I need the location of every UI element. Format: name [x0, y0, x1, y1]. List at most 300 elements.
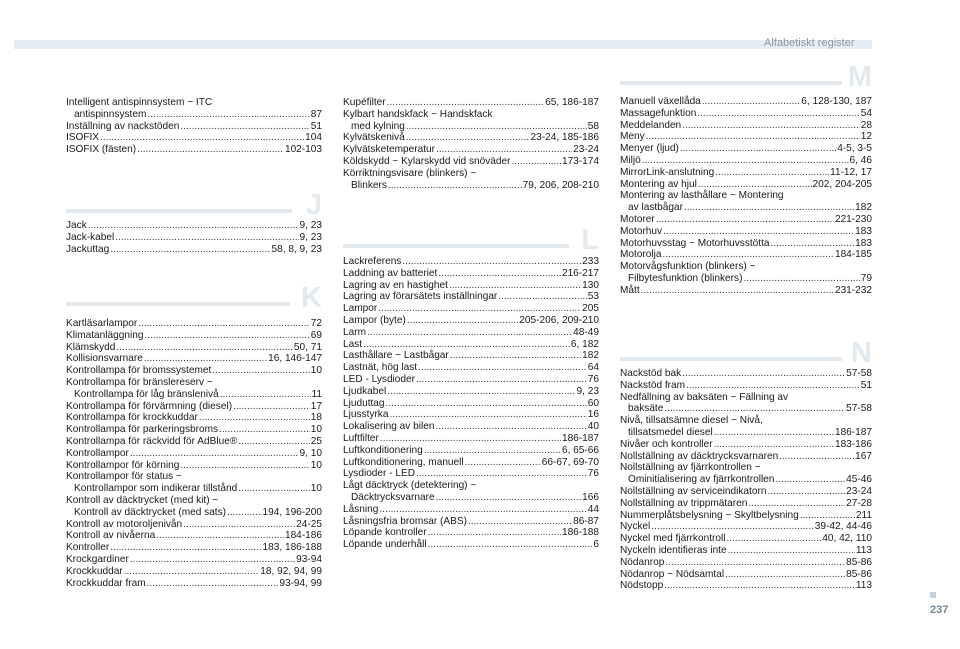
index-term: Nivåer och kontroller: [620, 438, 713, 450]
dot-leader: [147, 109, 309, 121]
index-entry: [66, 109, 322, 121]
index-entry: [620, 120, 872, 132]
index-term: Ljudkabel: [343, 385, 387, 397]
dot-leader: [680, 143, 836, 155]
index-page-ref: 104: [305, 132, 322, 144]
index-term: Nackstöd fram: [620, 379, 686, 391]
index-page-ref: 18: [310, 412, 322, 424]
dot-leader: [115, 232, 298, 244]
index-term: MirrorLink-anslutning: [620, 166, 715, 178]
index-term: Kontroll av nivåerna: [66, 530, 156, 542]
index-term: Lampor (byte): [343, 314, 406, 326]
index-term: Nivå, tillsatsämne diesel ~ Nivå,: [620, 415, 763, 427]
dot-leader: [367, 327, 572, 339]
index-term: Löpande underhåll: [343, 539, 427, 551]
dot-leader: [180, 121, 309, 133]
index-page-ref: 11-12, 17: [830, 166, 872, 178]
index-term: Meny: [620, 131, 645, 143]
index-page-ref: 23-24: [573, 144, 599, 156]
index-term: Klimatanläggning: [66, 329, 144, 341]
index-entry: [343, 256, 599, 268]
section-bar: [343, 244, 569, 248]
index-page-ref: 6: [593, 539, 599, 551]
index-term: Kylbart handskfack ~ Handskfack: [343, 108, 493, 120]
index-page-ref: 40: [587, 421, 599, 433]
index-entry: [343, 315, 599, 327]
index-entry: [620, 261, 872, 273]
index-page-ref: 9, 10: [299, 447, 322, 459]
index-term: Nollställning av serviceindikatorn: [620, 485, 767, 497]
dot-leader: [800, 510, 855, 522]
dot-leader: [100, 132, 304, 144]
index-term: Nyckel med fjärrkontroll: [620, 533, 726, 545]
index-entry: [343, 433, 599, 445]
section-m-heading: [620, 61, 872, 93]
dot-leader: [388, 180, 522, 192]
index-term: Lastnät, hög last: [343, 362, 418, 374]
index-page-ref: 44: [587, 503, 599, 515]
index-page-ref: 9, 23: [299, 220, 322, 231]
index-entry: [343, 398, 599, 410]
index-term: Lågt däcktryck (detektering) ~: [343, 480, 477, 492]
index-term: Kontroll av däcktrycket (med kit) ~: [66, 494, 219, 506]
index-page-ref: 182: [582, 350, 599, 362]
index-term: Motorhuvsstag ~ Motorhuvsstötta: [620, 237, 770, 249]
dot-leader: [714, 439, 834, 451]
index-entry: [620, 155, 872, 167]
index-entry: [620, 403, 872, 415]
index-page-ref: 113: [855, 580, 872, 592]
dot-leader: [436, 144, 572, 156]
index-entry: [620, 415, 872, 427]
dot-leader: [180, 460, 309, 472]
index-page-ref: 183: [855, 237, 872, 249]
section-letter-n: N: [851, 337, 872, 369]
index-entry: [620, 580, 872, 592]
dot-leader: [219, 424, 310, 436]
index-page-ref: 10: [310, 483, 322, 495]
index-term: Lackreferens: [343, 256, 402, 267]
index-page-ref: 6, 46: [849, 154, 872, 166]
dot-leader: [715, 167, 829, 179]
index-term: Köldskydd ~ Kylarskydd vid snöväder: [343, 155, 511, 167]
index-term: Inställning av nackstöden: [66, 120, 180, 132]
dot-leader: [387, 97, 544, 109]
dot-leader: [686, 380, 860, 392]
dot-leader: [646, 131, 860, 143]
index-page-ref: 17: [310, 400, 322, 412]
index-entry: [343, 504, 599, 516]
section-letter-l: L: [581, 224, 599, 256]
index-term: Lampor: [343, 303, 378, 315]
index-term: LED - Lysdioder: [343, 373, 415, 385]
dot-leader: [137, 144, 284, 156]
index-entry: [620, 462, 872, 474]
index-page-ref: 58, 8, 9, 23: [271, 243, 322, 255]
index-entry: [620, 167, 872, 179]
dot-leader: [233, 401, 310, 413]
index-page-ref: 64: [587, 362, 599, 374]
header-strip: [14, 40, 872, 49]
index-page-ref: 221-230: [834, 213, 872, 225]
index-entry: [343, 421, 599, 433]
index-page-ref: 66-67, 69-70: [541, 456, 599, 468]
index-entry: [66, 401, 322, 413]
index-term: Kontrollampa för bromssystemet: [66, 365, 212, 377]
index-page-ref: 233: [582, 256, 599, 267]
dot-leader: [511, 156, 560, 168]
index-term: Nollställning av fjärrkontrollen ~: [620, 462, 761, 474]
dot-leader: [389, 409, 586, 421]
index-entry: [343, 527, 599, 539]
index-term: Klämskydd: [66, 341, 116, 353]
index-entry: [620, 427, 872, 439]
index-page-ref: 53: [587, 291, 599, 303]
index-term: Krockkuddar fram: [66, 577, 146, 589]
index-page-ref: 25: [310, 435, 322, 447]
index-entry: [620, 273, 872, 285]
index-term: Nedfällning av baksäten ~ Fällning av: [620, 391, 789, 403]
index-page-ref: 113: [855, 544, 872, 556]
index-term: Lagring av förarsätets inställningar: [343, 291, 498, 303]
dot-leader: [227, 507, 261, 519]
index-page-ref: 231-232: [834, 284, 872, 296]
section-n-heading: [620, 337, 872, 369]
index-page-ref: 184-185: [834, 249, 872, 261]
index-term: Kontrollampa för bränslereserv ~: [66, 376, 213, 388]
dot-leader: [363, 339, 570, 351]
dot-leader: [468, 516, 572, 528]
dot-leader: [156, 530, 284, 542]
index-page-ref: 184-186: [284, 530, 322, 542]
index-term: Lasthållare ~ Lastbågar: [343, 350, 449, 362]
index-page-ref: 51: [310, 120, 322, 132]
index-page-ref: 211: [855, 509, 872, 521]
index-term: Kartläsarlampor: [66, 318, 138, 329]
index-term: Nödanrop ~ Nödsamtal: [620, 568, 725, 580]
index-term: Löpande kontroller: [343, 527, 427, 539]
section-bar: [66, 302, 290, 306]
dot-leader: [88, 220, 299, 232]
index-page-ref: 76: [587, 373, 599, 385]
dot-leader: [380, 433, 561, 445]
dot-leader: [138, 318, 310, 330]
dot-leader: [726, 533, 821, 545]
index-entry: [343, 156, 599, 168]
index-entry: [620, 96, 872, 108]
index-term: baksäte: [628, 403, 664, 415]
index-page-ref: 54: [860, 107, 872, 119]
index-term: Kontroll av motoroljenivån: [66, 518, 183, 530]
index-list-n: [620, 368, 872, 592]
index-entry: [343, 539, 599, 551]
dot-leader: [130, 554, 295, 566]
index-page-ref: 79, 206, 208-210: [522, 179, 599, 191]
index-page-ref: 72: [310, 318, 322, 329]
dot-leader: [663, 249, 834, 261]
index-entry: [66, 144, 322, 156]
index-entry: [620, 392, 872, 404]
index-page-ref: 12: [860, 131, 872, 143]
dot-leader: [406, 132, 530, 144]
index-entry: [66, 353, 322, 365]
dot-leader: [402, 256, 581, 268]
index-page-ref: 79: [860, 272, 872, 284]
dot-leader: [147, 578, 279, 590]
index-page-ref: 57-58: [846, 403, 872, 415]
index-entry: [343, 168, 599, 180]
index-page-ref: 23-24, 185-186: [530, 132, 599, 144]
index-term: ISOFIX: [66, 132, 100, 144]
dot-leader: [682, 120, 860, 132]
index-page-ref: 183-186: [834, 438, 872, 450]
index-term: Nollställning av trippmätaren: [620, 497, 748, 509]
index-page-ref: 57-58: [846, 368, 872, 379]
index-term: Nackstöd bak: [620, 368, 682, 379]
index-page-ref: 93-94: [296, 553, 322, 565]
index-entry: [620, 569, 872, 581]
dot-leader: [748, 498, 845, 510]
page-header: [0, 0, 960, 62]
dot-leader: [116, 342, 293, 354]
index-term: Lagring av en hastighet: [343, 279, 448, 291]
dot-leader: [438, 268, 561, 280]
index-term: Luftkonditionering, manuell: [343, 456, 464, 468]
index-term: ISOFIX (fästen): [66, 144, 137, 156]
index-entry: [66, 519, 322, 531]
dot-leader: [436, 492, 582, 504]
index-term: Krockgardiner: [66, 553, 129, 565]
index-term: Ljuduttag: [343, 397, 385, 409]
index-term: Montering av hjul: [620, 178, 697, 190]
index-term: Nyckeln identifieras inte: [620, 544, 727, 556]
dot-leader: [498, 291, 586, 303]
index-entry: [343, 445, 599, 457]
index-term: Kollisionsvarnare: [66, 353, 143, 365]
index-term: Blinkers: [351, 179, 387, 191]
index-term: Kylvätsketemperatur: [343, 144, 436, 156]
dot-leader: [387, 386, 575, 398]
index-entry: [66, 507, 322, 519]
index-page-ref: 9, 23: [576, 385, 599, 397]
dot-leader: [378, 303, 581, 315]
index-term: Jack-kabel: [66, 231, 115, 243]
index-term: Nyckel: [620, 521, 651, 533]
index-page-ref: 40, 42, 110: [822, 533, 872, 545]
index-page-ref: 10: [310, 459, 322, 471]
dot-leader: [220, 389, 311, 401]
index-entry: [66, 424, 322, 436]
index-term: av lastbågar: [628, 202, 683, 214]
dot-leader: [725, 569, 845, 581]
dot-leader: [449, 280, 581, 292]
index-term: Kupéfilter: [343, 97, 386, 108]
index-entry: [343, 97, 599, 109]
index-page-ref: 48-49: [573, 326, 599, 338]
index-page-ref: 186-188: [561, 527, 599, 539]
index-entry: [343, 291, 599, 303]
index-page-ref: 86-87: [573, 515, 599, 527]
dot-leader: [450, 350, 581, 362]
index-entry: [620, 474, 872, 486]
index-page-ref: 16: [587, 409, 599, 421]
index-entry: [620, 285, 872, 297]
index-page-ref: 183, 186-188: [262, 542, 322, 554]
index-term: Jackuttag: [66, 243, 110, 255]
index-entry: [620, 368, 872, 380]
dot-leader: [663, 226, 854, 238]
index-page-ref: 194, 196-200: [262, 506, 322, 518]
index-page-ref: 216-217: [561, 267, 599, 279]
index-entry: [620, 214, 872, 226]
index-entry: [620, 545, 872, 557]
index-page-ref: 28: [860, 119, 872, 131]
index-page-ref: 202, 204-205: [812, 178, 872, 190]
dot-leader: [238, 436, 310, 448]
index-page-ref: 186-187: [561, 432, 599, 444]
index-term: Låsningsfria bromsar (ABS): [343, 515, 467, 527]
dot-leader: [714, 427, 834, 439]
index-term: Kontrollampa för låg bränslenivå: [74, 388, 219, 400]
index-entry: [343, 144, 599, 156]
index-page-ref: 50, 71: [293, 341, 322, 353]
index-term: Lokalisering av bilen: [343, 421, 435, 433]
index-list-m: [620, 96, 872, 297]
index-term: Luftkonditionering: [343, 444, 423, 456]
index-entry: [343, 339, 599, 351]
index-term: Motorhuv: [620, 225, 663, 237]
index-page-ref: 183: [855, 225, 872, 237]
index-page-ref: 23-24: [846, 485, 872, 497]
index-entry: [66, 342, 322, 354]
index-term: Nummerplåtsbelysning ~ Skyltbelysning: [620, 509, 799, 521]
index-term: Intelligent antispinnsystem ~ ITC: [66, 97, 213, 108]
index-entry: [66, 97, 322, 109]
index-term: Meddelanden: [620, 119, 682, 131]
index-entry: [343, 121, 599, 133]
dot-leader: [684, 202, 854, 214]
index-page-ref: 69: [310, 329, 322, 341]
index-term: Däcktrycksvarnare: [351, 491, 435, 503]
index-entry: [66, 389, 322, 401]
index-entry: [620, 380, 872, 392]
index-entry: [620, 249, 872, 261]
dot-leader: [664, 580, 855, 592]
index-entry: [620, 131, 872, 143]
dot-leader: [641, 285, 834, 297]
index-page-ref: 6, 65-66: [561, 444, 599, 456]
dot-leader: [697, 108, 859, 120]
index-page-ref: 85-86: [846, 556, 872, 568]
index-entry: [66, 554, 322, 566]
index-page-ref: 85-86: [846, 568, 872, 580]
dot-leader: [416, 374, 587, 386]
index-page-ref: 76: [587, 468, 599, 480]
index-entry: [343, 132, 599, 144]
index-entry: [620, 451, 872, 463]
index-term: Kontroll av däcktrycket (med sats): [74, 506, 227, 518]
index-page-ref: 4-5, 3-5: [837, 143, 872, 155]
index-term: Kontrollampa för förvärmning (diesel): [66, 400, 233, 412]
index-entry: [343, 492, 599, 504]
index-term: Nödanrop: [620, 556, 665, 568]
dot-leader: [682, 368, 845, 380]
index-entry: [343, 327, 599, 339]
index-term: Kontrollampa för räckvidd för AdBlue®: [66, 435, 238, 447]
index-page-ref: 173-174: [561, 155, 599, 167]
section-letter-j: J: [305, 189, 322, 221]
index-entry: [66, 330, 322, 342]
dot-leader: [767, 486, 845, 498]
index-term: Kontrollampor för status ~: [66, 471, 182, 483]
index-page-ref: 93-94, 99: [279, 577, 322, 589]
dot-leader: [642, 155, 849, 167]
dot-leader: [665, 557, 845, 569]
index-entry: [620, 226, 872, 238]
corner-marker: [930, 592, 936, 598]
section-bar: [66, 209, 292, 213]
index-entry: [66, 132, 322, 144]
page-number: 237: [930, 604, 949, 616]
dot-leader: [651, 521, 813, 533]
index-entry: [343, 468, 599, 480]
index-term: Kontrollampor: [66, 447, 129, 459]
section-bar: [620, 81, 842, 85]
index-entry: [66, 495, 322, 507]
section-k-heading: [66, 282, 322, 314]
index-term: Miljö: [620, 154, 641, 166]
index-page-ref: 11: [311, 388, 322, 400]
index-entry: [620, 190, 872, 202]
index-entry: [620, 179, 872, 191]
section-letter-k: K: [301, 282, 322, 314]
dot-leader: [144, 353, 267, 365]
index-page-ref: 205-206, 209-210: [519, 314, 599, 326]
index-entry: [343, 480, 599, 492]
index-entry: [66, 232, 322, 244]
index-entry: [620, 202, 872, 214]
index-entry: [343, 516, 599, 528]
dot-leader: [698, 179, 812, 191]
index-entry: [66, 121, 322, 133]
dot-leader: [664, 403, 845, 415]
index-term: Nödstopp: [620, 580, 664, 592]
index-term: Motorvågsfunktion (blinkers) ~: [620, 261, 756, 273]
index-term: antispinnsystem: [74, 108, 147, 120]
dot-leader: [379, 504, 586, 516]
index-page-ref: 60: [587, 397, 599, 409]
index-entry: [66, 566, 322, 578]
index-term: Laddning av batteriet: [343, 267, 438, 279]
index-term: Ljusstyrka: [343, 409, 389, 421]
index-term: Körriktningsvisare (blinkers) ~: [343, 167, 477, 179]
index-page-ref: 182: [855, 202, 872, 214]
dot-leader: [428, 539, 593, 551]
index-page-ref: 130: [582, 279, 599, 291]
dot-leader: [418, 362, 587, 374]
index-page-ref: 27-28: [846, 497, 872, 509]
index-page-ref: 58: [587, 120, 599, 132]
index-entry: [620, 238, 872, 250]
index-entry: [343, 350, 599, 362]
index-entry: [66, 436, 322, 448]
index-entry: [66, 318, 322, 330]
dot-leader: [406, 121, 587, 133]
index-page-ref: 65, 186-187: [545, 97, 599, 108]
index-entry: [66, 542, 322, 554]
index-list-k-cont: [343, 97, 599, 191]
index-term: Mått: [620, 284, 640, 296]
